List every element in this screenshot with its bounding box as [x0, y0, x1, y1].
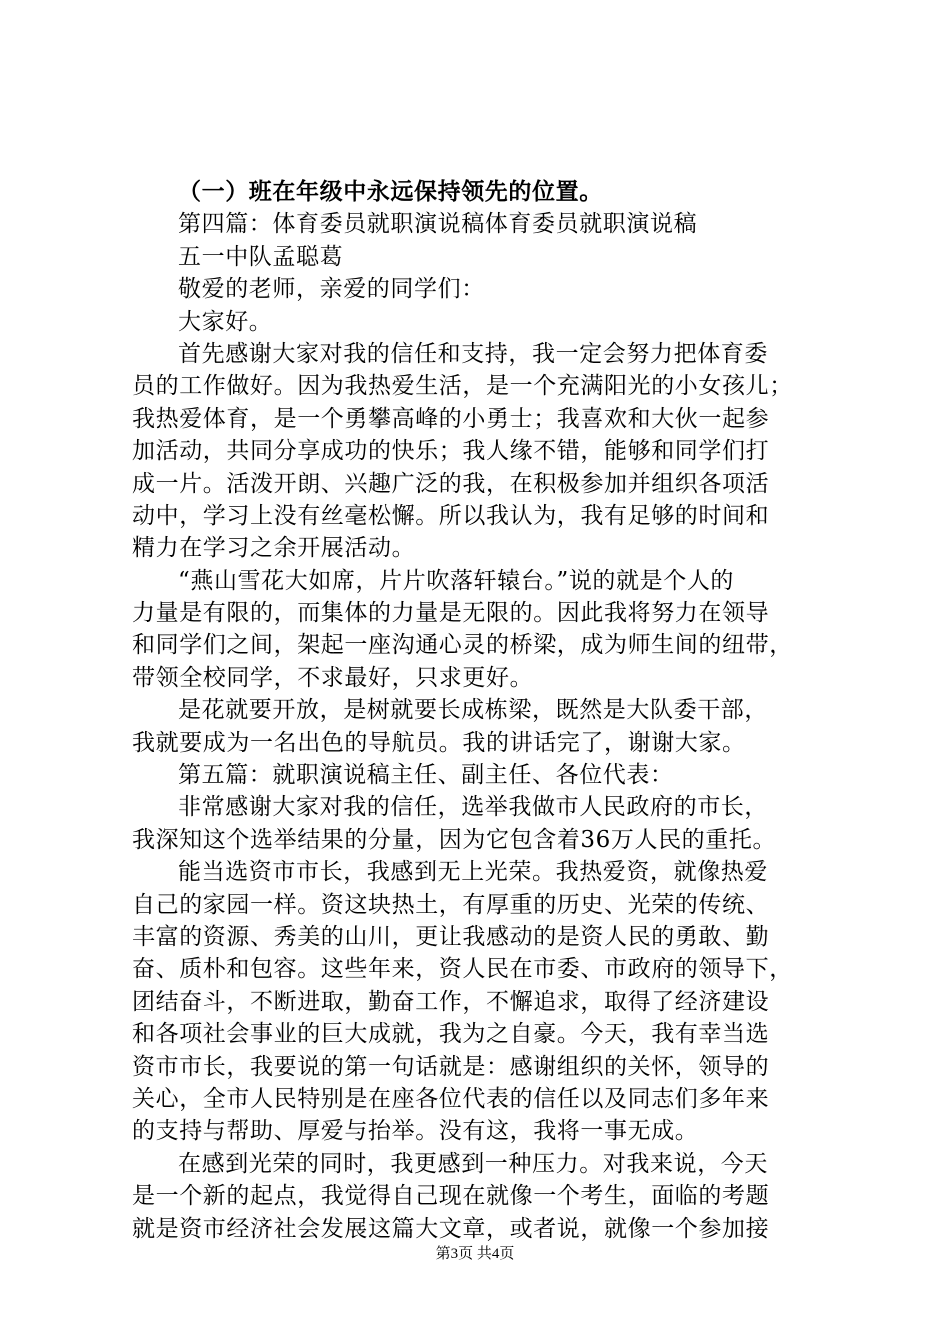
text-line: 的支持与帮助、厚爱与抬举。没有这，我将一事无成。 [132, 1118, 699, 1145]
text-line: 在感到光荣的同时，我更感到一种压力。对我来说，今天 [178, 1150, 768, 1177]
text-line: 成一片。活泼开朗、兴趣广泛的我，在积极参加并组织各项活 [132, 470, 770, 497]
text-line: （一）班在年级中永远保持领先的位置。 [178, 179, 603, 205]
text-line: 是花就要开放，是树就要长成栋梁，既然是大队委干部， [178, 697, 768, 724]
text-line: 是一个新的起点，我觉得自己现在就像一个考生，面临的考题 [132, 1183, 770, 1210]
text-line: 带领全校同学，不求最好，只求更好。 [132, 664, 534, 691]
text-line: 和各项社会事业的巨大成就，我为之自豪。今天，我有幸当选 [132, 1021, 770, 1048]
text-line: 员的工作做好。因为我热爱生活，是一个充满阳光的小女孩儿； [132, 373, 793, 400]
page-footer: 第3页 共4页 [435, 1246, 515, 1262]
text-line: 奋、质朴和包容。这些年来，资人民在市委、市政府的领导下， [132, 956, 793, 983]
text-line: 我就要成为一名出色的导航员。我的讲话完了，谢谢大家。 [132, 729, 746, 756]
text-line: 能当选资市市长，我感到无上光荣。我热爱资，就像热爱 [178, 859, 768, 886]
text-line: 力量是有限的，而集体的力量是无限的。因此我将努力在领导 [132, 600, 770, 627]
text-line: “燕山雪花大如席，片片吹落轩辕台。”说的就是个人的 [178, 567, 735, 594]
text-line: 就是资市经济社会发展这篇大文章，或者说，就像一个参加接 [132, 1215, 770, 1242]
text-line: 关心，全市人民特别是在座各位代表的信任以及同志们多年来 [132, 1085, 770, 1112]
text-line: 五一中队孟聪葛 [178, 243, 344, 270]
text-line: 第四篇：体育委员就职演说稿体育委员就职演说稿 [178, 211, 698, 238]
text-line: 资市市长，我要说的第一句话就是：感谢组织的关怀，领导的 [132, 1053, 770, 1080]
text-line: 丰富的资源、秀美的山川，更让我感动的是资人民的勇敢、勤 [132, 923, 770, 950]
text-line: 加活动，共同分享成功的快乐；我人缘不错，能够和同学们打 [132, 438, 770, 465]
text-line: 精力在学习之余开展活动。 [132, 535, 416, 562]
text-line: 团结奋斗，不断进取，勤奋工作，不懈追求，取得了经济建设 [132, 988, 770, 1015]
text-line: 我深知这个选举结果的分量，因为它包含着36万人民的重托。 [132, 826, 777, 853]
text-line: 自己的家园一样。资这块热土，有厚重的历史、光荣的传统、 [132, 891, 770, 918]
text-line: 敬爱的老师，亲爱的同学们： [178, 276, 485, 303]
text-line: 我热爱体育，是一个勇攀高峰的小勇士；我喜欢和大伙一起参 [132, 405, 770, 432]
text-line: 首先感谢大家对我的信任和支持，我一定会努力把体育委 [178, 340, 768, 367]
text-line: 和同学们之间，架起一座沟通心灵的桥梁，成为师生间的纽带， [132, 632, 793, 659]
text-line: 第五篇：就职演说稿主任、副主任、各位代表： [178, 762, 674, 789]
document-body [132, 176, 832, 1245]
text-line: 动中，学习上没有丝毫松懈。所以我认为，我有足够的时间和 [132, 502, 770, 529]
text-line: 大家好。 [178, 308, 273, 335]
text-line: 非常感谢大家对我的信任，选举我做市人民政府的市长， [178, 794, 768, 821]
